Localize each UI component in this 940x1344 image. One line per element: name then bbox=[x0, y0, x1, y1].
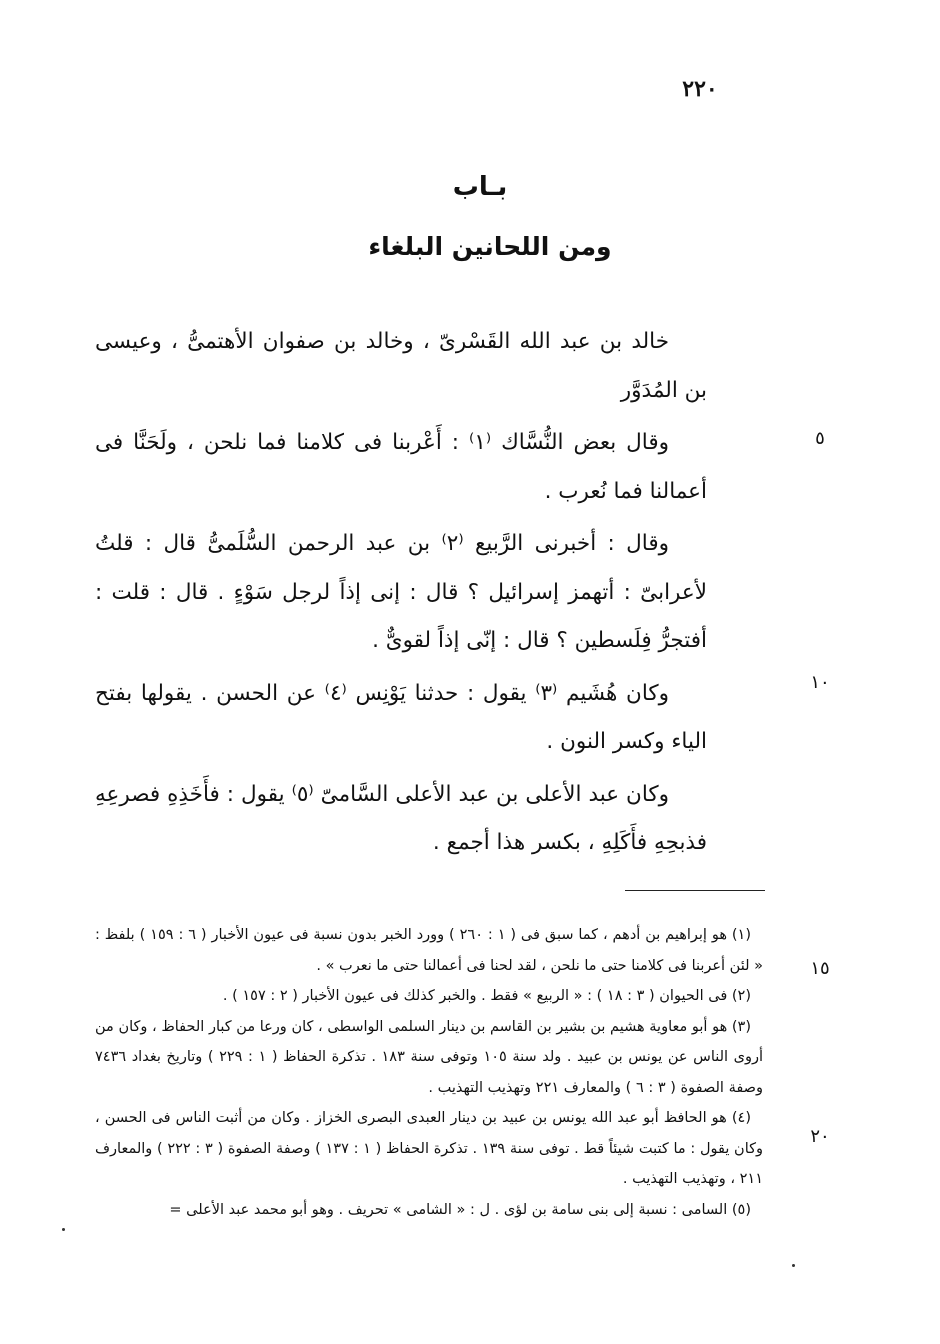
footnote: (٥) السامى : نسبة إلى بنى سامة بن لؤى . ل : « الشامى » تحريف . وهو أبو محمد عبد الأعلى = bbox=[169, 1201, 751, 1218]
margin-line-number: ٢٠ bbox=[810, 1126, 830, 1147]
chapter-heading: بـاب bbox=[452, 172, 508, 202]
margin-line-number: ٥ bbox=[815, 428, 825, 449]
scan-speck bbox=[792, 1264, 795, 1267]
margin-line-number: ١٥ bbox=[810, 958, 830, 979]
scan-speck bbox=[62, 1228, 65, 1231]
margin-line-number: ١٠ bbox=[810, 672, 830, 693]
footnote: (٤) هو الحافظ أبو عبد الله يونس بن عبيد بن دينار العبدى البصرى الخزاز . وكان من أثبت الناس فى الحسن ، وكان يقول : ما كتبت شيئاً قط . توفى سنة ١٣٩ . تذكرة الحفاظ ( ١ : ١٣٧ ) وصفة الصفوة ( ٣ : ٢٢٢ ) والمعارف ٢١١ ، وتهذيب التهذيب . bbox=[95, 1110, 764, 1187]
section-subheading: ومن اللحانين البلغاء bbox=[368, 232, 612, 261]
footnote-separator bbox=[625, 890, 765, 891]
paragraph: وقال : أخبرنى الرَّبيع ⁽٢⁾ بن عبد الرحمن السُّلَمىُّ قال : قلتُ لأعرابىّ : أتهمز إسرائيل ؟ قال : إنى إذاً لرجل سَوْءٍ . قال : قلت : أفتجرُّ فِلَسطين ؟ قال : إنّى إذاً لقوىٌّ . bbox=[95, 531, 707, 653]
paragraph: وكان عبد الأعلى بن عبد الأعلى السَّامىّ ⁽٥⁾ يقول : فأَخَذِهِ فصرعِهِ فذبحِهِ فأَكَلِهِ ، بكسر هذا أجمع . bbox=[95, 781, 707, 855]
footnote: (٢) فى الحيوان ( ٣ : ١٨ ) : « الربيع » فقط . والخبر كذلك فى عيون الأخبار ( ٢ : ١٥٧ ) . bbox=[222, 988, 751, 1004]
paragraph: خالد بن عبد الله القَسْرىّ ، وخالد بن صفوان الأهتمىُّ ، وعيسى بن المُدَوَّر bbox=[95, 329, 707, 403]
paragraph: وكان هُشَيم ⁽٣⁾ يقول : حدثنا يَوْنِس ⁽٤⁾ عن الحسن . يقولها بفتح الياء وكسر النون . bbox=[95, 680, 707, 754]
paragraph: وقال بعض النُّسَّاك ⁽١⁾ : أَعْربنا فى كلامنا فما نلحن ، ولَحَنَّا فى أعمالنا فما نُعرب . bbox=[95, 430, 707, 504]
footnotes bbox=[95, 920, 763, 1225]
page-number: ٢٢٠ bbox=[682, 76, 718, 102]
footnote: (١) هو إبراهيم بن أدهم ، كما سبق فى ( ١ : ٢٦٠ ) وورد الخبر بدون نسبة فى عيون الأخبار ( ٦ : ١٥٩ ) بلفظ : « لئن أعربنا فى كلامنا حتى ما نلحن ، لقد لحنا فى أعمالنا حتى ما نعرب » . bbox=[95, 927, 763, 974]
body-text bbox=[95, 318, 707, 872]
footnote: (٣) هو أبو معاوية هشيم بن بشير بن القاسم بن دينار السلمى الواسطى ، كان ورعا من كبار الحفاظ ، وكان من أروى الناس عن يونس بن عبيد . ولد سنة ١٠٥ وتوفى سنة ١٨٣ . تذكرة الحفاظ ( ١ : ٢٢٩ ) وتاريخ بغداد ٧٤٣٦ وصفة الصفوة ( ٣ : ٦ ) والمعارف ٢٢١ وتهذيب التهذيب . bbox=[95, 1018, 764, 1096]
